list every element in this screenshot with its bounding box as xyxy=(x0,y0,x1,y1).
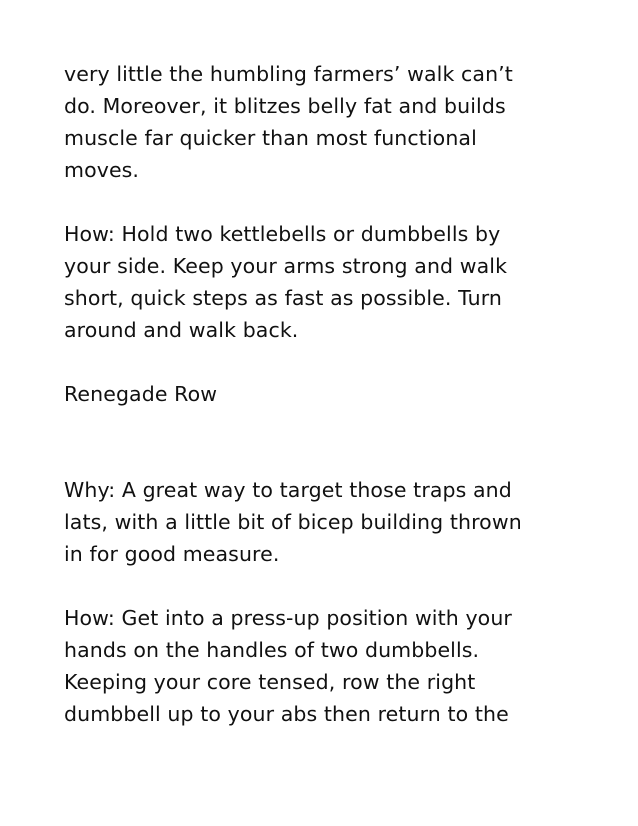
paragraph-gap xyxy=(64,346,584,378)
text-line: dumbbell up to your abs then return to the xyxy=(64,702,509,726)
text-line: short, quick steps as fast as possible. Turn xyxy=(64,286,502,310)
text-line: your side. Keep your arms strong and walk xyxy=(64,254,508,278)
section-heading: Renegade Row xyxy=(64,382,218,406)
document-page xyxy=(64,58,584,730)
paragraph-renegade-row-why xyxy=(64,474,584,570)
paragraph-gap xyxy=(64,570,584,602)
text-line: How: Hold two kettlebells or dumbbells by xyxy=(64,222,501,246)
paragraph-gap xyxy=(64,186,584,218)
paragraph-renegade-row-how xyxy=(64,602,584,730)
text-line: moves. xyxy=(64,158,140,182)
text-line: very little the humbling farmers’ walk can’t xyxy=(64,62,513,86)
paragraph-gap xyxy=(64,442,584,474)
text-line: muscle far quicker than most functional xyxy=(64,126,477,150)
text-line: lats, with a little bit of bicep building thrown xyxy=(64,510,522,534)
text-line: How: Get into a press-up position with your xyxy=(64,606,512,630)
text-line: Why: A great way to target those traps and xyxy=(64,478,512,502)
text-line: around and walk back. xyxy=(64,318,299,342)
paragraph-gap xyxy=(64,410,584,442)
text-line: in for good measure. xyxy=(64,542,280,566)
text-line: do. Moreover, it blitzes belly fat and builds xyxy=(64,94,506,118)
text-line: hands on the handles of two dumbbells. xyxy=(64,638,480,662)
paragraph-farmers-walk-how xyxy=(64,218,584,346)
paragraph-farmers-walk-why xyxy=(64,58,584,186)
text-line: Keeping your core tensed, row the right xyxy=(64,670,476,694)
